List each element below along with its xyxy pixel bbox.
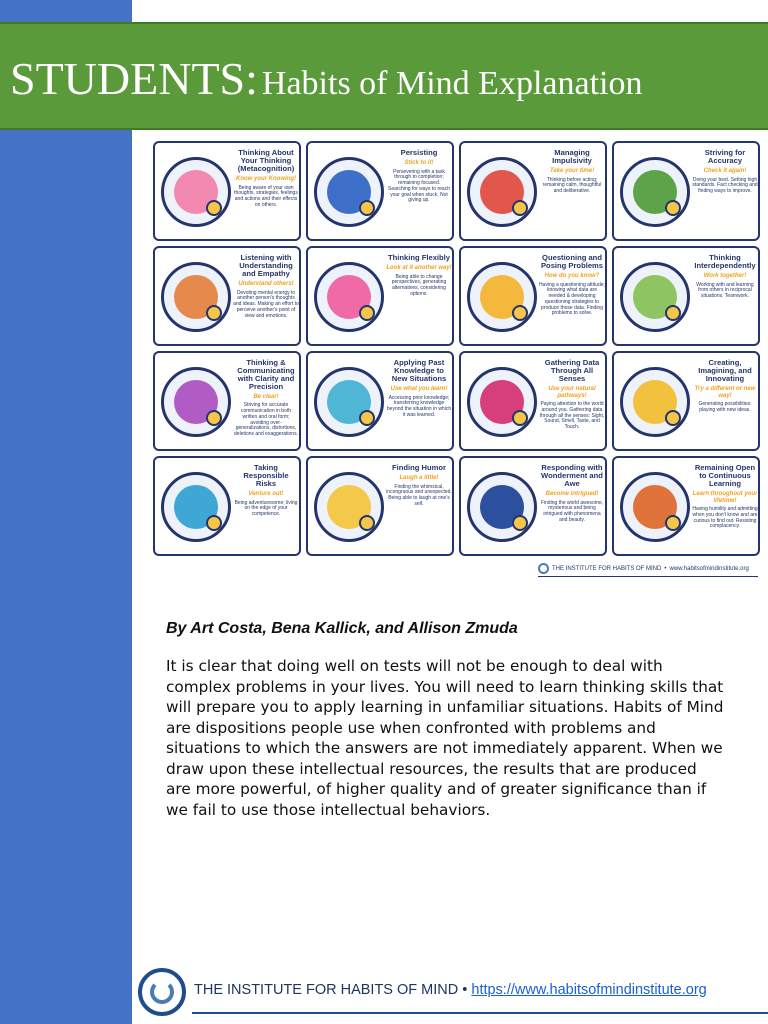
habit-card: [306, 141, 454, 241]
habit-title: Creating, Imagining, and Innovating: [698, 358, 752, 383]
habit-card: [153, 246, 301, 346]
habit-text: [692, 464, 758, 530]
habit-tagline: Understand others!: [238, 280, 294, 287]
habit-description: Devoting mental energy to another person's thoughts and ideas. Making an effort to perceive another's point of view and emotions.: [233, 289, 299, 319]
institute-logo-icon: [538, 563, 549, 574]
habit-card: [306, 246, 454, 346]
habit-description: Doing your best. Setting high standards. Fact checking and finding ways to improve.: [692, 176, 758, 195]
habit-text: [233, 149, 299, 209]
habit-title: Questioning and Posing Problems: [540, 253, 604, 270]
footer-url-link[interactable]: https://www.habitsofmindinstitute.org: [471, 982, 707, 998]
habit-illustration-icon: [620, 262, 690, 332]
habit-description: Working with and learning from others in reciprocal situations. Teamwork.: [696, 281, 754, 300]
habit-title: Managing Impulsivity: [552, 148, 592, 165]
habit-card: [153, 456, 301, 556]
habit-card: [459, 141, 607, 241]
habit-illustration-icon: [620, 367, 690, 437]
habit-text: [692, 359, 758, 414]
habit-description: Finding the world awesome, mysterious and being intrigued with phenomena and beauty.: [540, 499, 604, 523]
habit-title: Listening with Understanding and Empathy: [239, 253, 293, 278]
habit-illustration-icon: [620, 472, 690, 542]
habit-description: Being able to change perspectives, generating alternatives, considering options.: [391, 273, 447, 297]
habit-description: Striving for accurate communication in both written and oral form; avoiding over-generalizations, distortions, deletions and exaggerations.: [234, 402, 298, 438]
page-footer: [138, 966, 768, 1016]
habit-tagline: Take your time!: [549, 167, 595, 174]
habit-text: [386, 359, 452, 419]
habit-illustration-icon: [467, 262, 537, 332]
habit-title: Thinking Interdependently: [694, 253, 756, 270]
habit-tagline: Know your Knowing!: [236, 175, 296, 182]
habit-description: Being adventuresome; living on the edge of your competence.: [234, 499, 298, 517]
footer-org: THE INSTITUTE FOR HABITS OF MIND: [194, 982, 459, 998]
habit-tagline: Stick to it!: [404, 159, 434, 166]
habit-card: [306, 351, 454, 451]
habit-tagline: Be clear!: [253, 393, 279, 400]
habit-title: Thinking Flexibly: [387, 253, 451, 262]
habit-illustration-icon: [467, 157, 537, 227]
habit-illustration-icon: [161, 472, 231, 542]
habit-title: Striving for Accuracy: [704, 148, 746, 165]
habit-tagline: Laugh a little!: [399, 474, 439, 481]
page-title: [10, 52, 642, 105]
habit-text: [233, 464, 299, 518]
page-title-rest: Habits of Mind Explanation: [261, 65, 643, 102]
small-footer-url: www.habitsofmindinstitute.org: [669, 565, 749, 572]
left-sidebar-band: [0, 0, 132, 1024]
habit-description: Persevering with a task through to completion; remaining focused. Searching for ways to reach your goal when stuck. Not giving up.: [388, 168, 450, 204]
habit-tagline: Use what you learn!: [390, 385, 448, 392]
habit-card: [612, 456, 760, 556]
habit-text: [386, 149, 452, 204]
habit-title: Thinking & Communicating with Clarity and Precision: [237, 358, 295, 391]
habit-card: [459, 351, 607, 451]
habit-title: Remaining Open to Continuous Learning: [694, 463, 756, 488]
habit-description: Paying attention to the world around you. Gathering data through all the senses: Sight, Sound, Smell, Taste, and Touch.: [539, 401, 605, 431]
habit-tagline: How do you know?: [544, 272, 600, 279]
habits-grid: [153, 141, 759, 559]
institute-logo-icon: [138, 968, 186, 1016]
habit-illustration-icon: [620, 157, 690, 227]
habit-text: [233, 254, 299, 319]
habit-tagline: Venture out!: [248, 490, 284, 497]
habit-card: [153, 141, 301, 241]
habit-card: [612, 141, 760, 241]
small-footer-org: THE INSTITUTE FOR HABITS OF MIND: [552, 565, 662, 572]
habit-illustration-icon: [161, 262, 231, 332]
authors-line: By Art Costa, Bena Kallick, and Allison Zmuda: [166, 620, 518, 637]
habit-illustration-icon: [161, 367, 231, 437]
habit-card: [612, 351, 760, 451]
habit-text: [386, 254, 452, 298]
habit-illustration-icon: [314, 472, 384, 542]
habit-text: [386, 464, 452, 508]
habit-text: [692, 254, 758, 300]
page-header: [0, 22, 768, 130]
footer-sep: •: [462, 982, 468, 998]
habit-title: Responding with Wonderment and Awe: [541, 463, 603, 488]
habit-tagline: Look at it another way!: [386, 264, 452, 271]
habit-text: [692, 149, 758, 195]
habit-card: [153, 351, 301, 451]
habit-card: [459, 246, 607, 346]
habit-title: Gathering Data Through All Senses: [544, 358, 600, 383]
habit-description: Generating possibilities: playing with new ideas.: [698, 401, 752, 413]
habit-text: [233, 359, 299, 438]
habit-illustration-icon: [161, 157, 231, 227]
habit-text: [539, 359, 605, 431]
footer-divider: [192, 1012, 768, 1014]
small-footer: [538, 563, 749, 574]
habit-card: [306, 456, 454, 556]
habit-tagline: Learn throughout your lifetime!: [692, 490, 758, 504]
habit-title: Persisting: [400, 148, 438, 157]
habit-text: [539, 149, 605, 195]
habit-tagline: Become intrigued!: [545, 490, 599, 497]
habit-illustration-icon: [314, 367, 384, 437]
habit-illustration-icon: [467, 472, 537, 542]
habit-description: Having humility and admitting when you don't know and are curious to find out. Resisting complacency.: [692, 506, 758, 530]
habit-title: Thinking About Your Thinking (Metacognition): [237, 148, 295, 173]
habit-tagline: Use your natural pathways!: [548, 385, 596, 399]
habit-text: [539, 254, 605, 317]
page-title-main: STUDENTS:: [10, 53, 258, 104]
habit-illustration-icon: [314, 157, 384, 227]
habit-description: Thinking before acting; remaining calm, thoughtful and deliberative.: [542, 176, 602, 195]
habit-title: Applying Past Knowledge to New Situations: [391, 358, 447, 383]
habit-tagline: Work together!: [703, 272, 747, 279]
habit-card: [612, 246, 760, 346]
small-footer-divider: [538, 576, 758, 577]
habit-description: Finding the whimsical, incongruous and unexpected. Being able to laugh at one's self.: [386, 483, 452, 507]
footer-text: [194, 982, 707, 998]
habit-title: Taking Responsible Risks: [243, 463, 289, 488]
habit-illustration-icon: [467, 367, 537, 437]
habit-tagline: Check it again!: [703, 167, 747, 174]
habit-description: Accessing prior knowledge; transferring knowledge beyond the situation in which it was learned.: [386, 394, 452, 418]
habit-description: Having a questioning attitude; knowing what data are needed & developing questioning strategies to produce those data. Finding problems to solve.: [539, 281, 605, 317]
habit-title: Finding Humor: [392, 463, 446, 472]
habit-illustration-icon: [314, 262, 384, 332]
habit-description: Being aware of your own thoughts, strategies, feelings and actions and their effects on others.: [234, 184, 298, 208]
habit-text: [539, 464, 605, 524]
small-footer-sep: •: [664, 565, 667, 572]
habit-card: [459, 456, 607, 556]
habit-tagline: Try a different or new way!: [694, 385, 756, 399]
body-paragraph: It is clear that doing well on tests will not be enough to deal with complex problems in your lives. You will need to learn thinking skills that will prepare you to apply learning in unfamiliar situations. Habits of Mind are dispositions people use when confronted with problems and situations to which the answers are not immediately apparent. When we draw upon these intellectual resources, the results that are produced are more powerful, of higher quality and of greater significance than if we fail to use those intellectual behaviors.: [166, 657, 724, 819]
